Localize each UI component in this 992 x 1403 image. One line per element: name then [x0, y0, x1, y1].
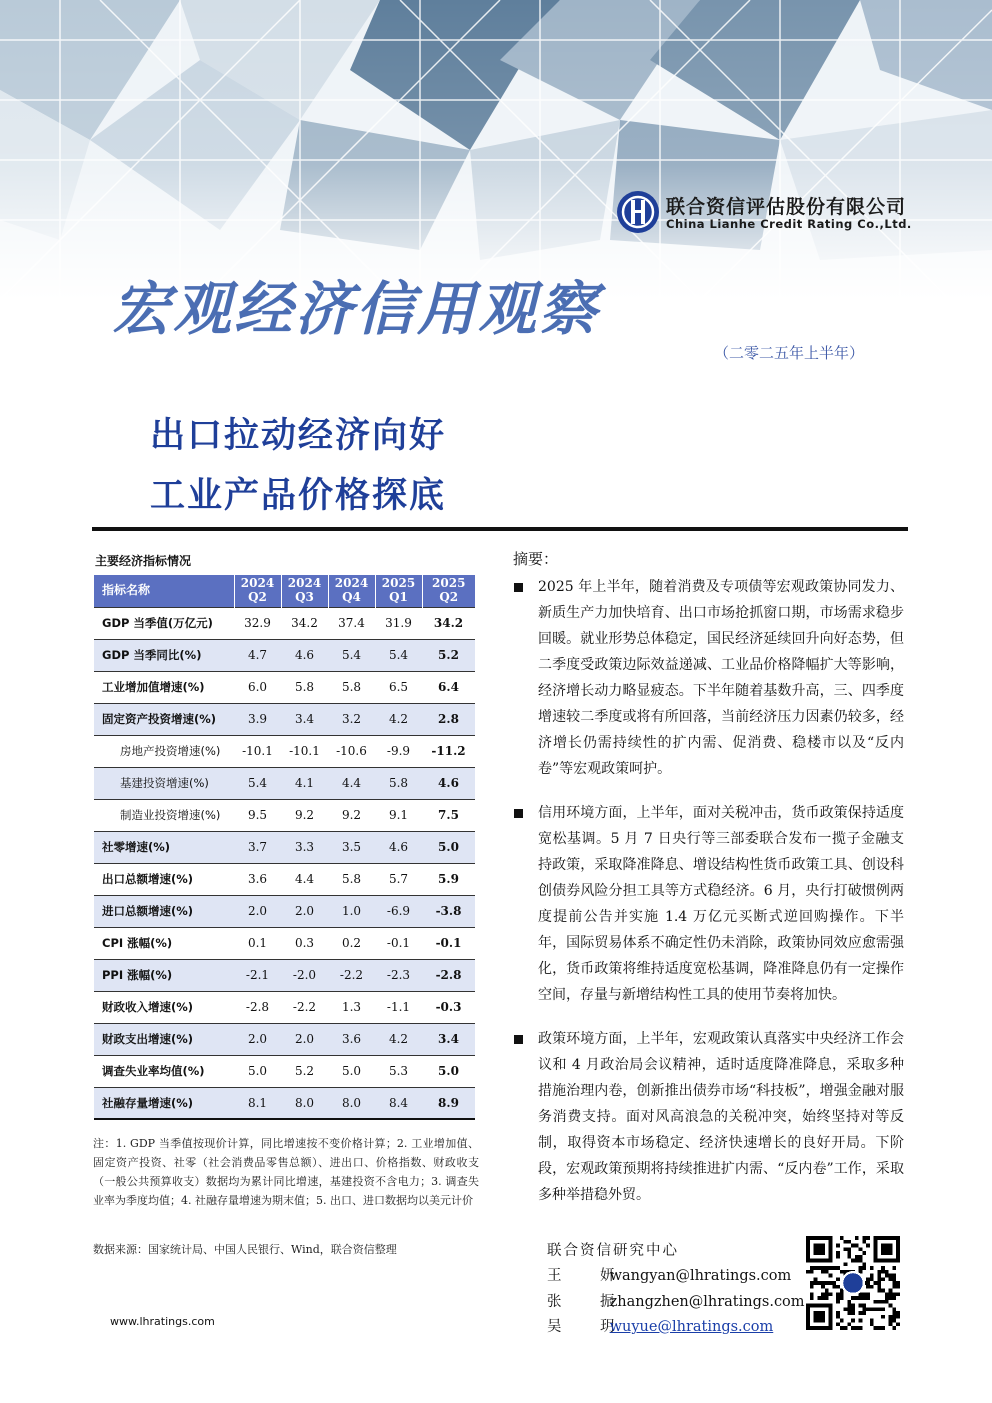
table-body [94, 607, 475, 1119]
summary-text: 2025 年上半年，随着消费及专项债等宏观政策协同发力、新质生产力加快培育、出口市场抢抓窗口期，市场需求稳步回暖。就业形势总体稳定，国民经济延续回升向好态势，但二季度受政策边际效益递减、工业品价格降幅扩大等影响，经济增长动力略显疲态。下半年随着基数升高，三、四季度增速较二季度或将有所回落，当前经济压力因素仍较多，经济增长仍需持续性的扩内需、促消费、稳楼市以及“反内卷”等宏观政策呵护。 [538, 579, 904, 777]
indicator-value: 4.1 [281, 767, 328, 799]
square-bullet-icon [514, 583, 523, 592]
indicator-value: 4.2 [375, 1023, 422, 1055]
company-name-en: China Lianhe Credit Rating Co.,Ltd. [666, 217, 912, 231]
indicator-value: 5.8 [328, 863, 375, 895]
header-banner [0, 0, 992, 300]
indicator-value: -10.6 [328, 735, 375, 767]
header-year: 2024 [334, 575, 369, 590]
indicator-name: 固定资产投资增速(%) [94, 703, 234, 735]
indicator-value: -0.1 [375, 927, 422, 959]
contact-name: 吴 玥 [547, 1319, 627, 1335]
header-col-1 [234, 575, 281, 607]
header-quarter: Q4 [342, 589, 361, 604]
indicator-value: 9.5 [234, 799, 281, 831]
summary-text: 信用环境方面，上半年，面对关税冲击，货币政策保持适度宽松基调。5 月 7 日央行等三部委联合发布一揽子金融支持政策，采取降准降息、增设结构性货币政策工具、创设科创债券风险分担工具等方式稳经济。6 月，央行打破惯例两度提前公告并实施 1.4 万亿元买断式逆回购操作。下半年，国际贸易体系不确定性仍未消除，政策协同效应愈需强化，货币政策将维持适度宽松基调，降准降息仍有一定操作空间，存量与新增结构性工具的使用节奏将加快。 [538, 805, 904, 1003]
indicator-name: PPI 涨幅(%) [94, 959, 234, 991]
contact-email[interactable]: wangyan@lhratings.com [609, 1268, 792, 1284]
indicator-value: 4.7 [234, 639, 281, 671]
company-logo [616, 190, 916, 236]
table-row [94, 1023, 475, 1055]
table-row [94, 895, 475, 927]
summary-item [512, 1026, 904, 1208]
indicator-value: 5.0 [422, 1055, 475, 1087]
indicator-value: 8.4 [375, 1087, 422, 1119]
indicator-value: -3.8 [422, 895, 475, 927]
header-quarter: Q3 [295, 589, 314, 604]
table-row [94, 927, 475, 959]
indicator-value: 4.2 [375, 703, 422, 735]
indicator-value: -2.0 [281, 959, 328, 991]
square-bullet-icon [514, 809, 523, 818]
summary-list [512, 574, 904, 1208]
indicator-value: 5.0 [234, 1055, 281, 1087]
website-link[interactable]: www.lhratings.com [110, 1315, 215, 1328]
table-row [94, 671, 475, 703]
indicator-value: 3.9 [234, 703, 281, 735]
table-row [94, 607, 475, 639]
indicator-name: 工业增加值增速(%) [94, 671, 234, 703]
indicator-value: 5.7 [375, 863, 422, 895]
indicator-value: 9.2 [328, 799, 375, 831]
header-year: 2024 [287, 575, 322, 590]
indicator-value: 5.9 [422, 863, 475, 895]
indicator-value: -2.3 [375, 959, 422, 991]
table-row [94, 1055, 475, 1087]
header-col-4 [375, 575, 422, 607]
header-quarter: Q1 [389, 589, 408, 604]
lianhe-logo-icon [616, 190, 660, 234]
header-year: 2025 [432, 575, 466, 590]
headline-2: 工业产品价格探底 [150, 475, 447, 516]
indicator-value: -0.3 [422, 991, 475, 1023]
indicator-name: 进口总额增速(%) [94, 895, 234, 927]
header-col-5 [422, 575, 475, 607]
contact-email-link[interactable]: wuyue@lhratings.com [609, 1319, 774, 1335]
indicator-value: 2.0 [281, 1023, 328, 1055]
table-header-row [94, 575, 475, 607]
indicator-value: 3.4 [422, 1023, 475, 1055]
header-col-2 [281, 575, 328, 607]
contact-name: 王 妍 [547, 1268, 627, 1284]
indicator-name: 调查失业率均值(%) [94, 1055, 234, 1087]
data-source: 数据来源：国家统计局、中国人民银行、Wind，联合资信整理 [93, 1243, 397, 1256]
indicator-value: 2.8 [422, 703, 475, 735]
indicator-value: 37.4 [328, 607, 375, 639]
indicator-value: 3.6 [234, 863, 281, 895]
indicator-value: 1.3 [328, 991, 375, 1023]
table-row [94, 639, 475, 671]
table-row [94, 991, 475, 1023]
indicator-value: 32.9 [234, 607, 281, 639]
indicator-value: 4.4 [281, 863, 328, 895]
indicator-value: 9.1 [375, 799, 422, 831]
header-year: 2024 [240, 575, 275, 590]
summary-item [512, 574, 904, 782]
indicator-value: 0.2 [328, 927, 375, 959]
indicator-value: 8.9 [422, 1087, 475, 1119]
indicator-value: 6.5 [375, 671, 422, 703]
indicator-value: 8.1 [234, 1087, 281, 1119]
indicator-name: 基建投资增速(%) [94, 767, 234, 799]
indicator-value: 5.8 [375, 767, 422, 799]
indicator-value: 5.4 [328, 639, 375, 671]
header-quarter: Q2 [439, 589, 459, 604]
indicator-name: 财政支出增速(%) [94, 1023, 234, 1055]
indicator-value: 5.2 [281, 1055, 328, 1087]
qr-code-icon [806, 1236, 900, 1330]
header-year: 2025 [381, 575, 416, 590]
table-row [94, 703, 475, 735]
indicator-value: 5.4 [375, 639, 422, 671]
indicator-name: 社融存量增速(%) [94, 1087, 234, 1119]
indicator-value: 2.0 [234, 895, 281, 927]
report-title: 宏观经济信用观察 [112, 275, 601, 343]
indicator-value: 2.0 [234, 1023, 281, 1055]
contact-row [547, 1290, 805, 1311]
indicator-value: 3.4 [281, 703, 328, 735]
contact-email[interactable]: zhangzhen@lhratings.com [609, 1294, 805, 1310]
indicator-value: -10.1 [281, 735, 328, 767]
table-note: 注：1. GDP 当季值按现价计算，同比增速按不变价格计算；2. 工业增加值、固定资产投资、社零（社会消费品零售总额）、进出口、价格指数、财政收支（一般公共预算收支）数据均为累计同比增速，基建投资不含电力；3. 调查失业率为季度均值；4. 社融存量增速为期末值；5. 出口、进口数据均以美元计价 [93, 1137, 479, 1207]
indicator-name: 制造业投资增速(%) [94, 799, 234, 831]
indicator-value: 1.0 [328, 895, 375, 927]
company-name-cn: 联合资信评估股份有限公司 [666, 196, 907, 218]
indicator-name: CPI 涨幅(%) [94, 927, 234, 959]
indicator-value: 3.6 [328, 1023, 375, 1055]
indicator-value: 4.4 [328, 767, 375, 799]
indicator-value: 4.6 [422, 767, 475, 799]
indicator-value: -2.8 [234, 991, 281, 1023]
table-row [94, 831, 475, 863]
indicator-value: 4.6 [281, 639, 328, 671]
indicator-value: 5.8 [281, 671, 328, 703]
indicator-value: -10.1 [234, 735, 281, 767]
indicator-value: -2.8 [422, 959, 475, 991]
research-center-name: 联合资信研究中心 [547, 1243, 679, 1259]
header-indicator-name: 指标名称 [94, 575, 234, 607]
indicator-value: 31.9 [375, 607, 422, 639]
table-row [94, 799, 475, 831]
indicator-value: 3.5 [328, 831, 375, 863]
indicator-value: 0.1 [234, 927, 281, 959]
indicator-value: 6.0 [234, 671, 281, 703]
table-row [94, 959, 475, 991]
header-col-3 [328, 575, 375, 607]
indicator-value: 6.4 [422, 671, 475, 703]
indicator-name: 财政收入增速(%) [94, 991, 234, 1023]
summary-title: 摘要： [513, 550, 559, 568]
indicator-value: 5.3 [375, 1055, 422, 1087]
indicator-name: 出口总额增速(%) [94, 863, 234, 895]
table-row [94, 735, 475, 767]
indicator-value: 5.8 [328, 671, 375, 703]
indicator-value: 2.0 [281, 895, 328, 927]
economic-indicators-table [94, 575, 475, 1120]
indicator-value: 3.7 [234, 831, 281, 863]
table-row [94, 767, 475, 799]
indicator-value: 3.2 [328, 703, 375, 735]
indicator-value: -6.9 [375, 895, 422, 927]
indicator-value: -11.2 [422, 735, 475, 767]
headline-1: 出口拉动经济向好 [150, 415, 447, 456]
indicator-value: 34.2 [281, 607, 328, 639]
indicator-name: GDP 当季值(万亿元) [94, 607, 234, 639]
contact-name: 张 振 [547, 1294, 627, 1310]
report-period: （二零二五年上半年） [714, 344, 865, 362]
indicator-value: -1.1 [375, 991, 422, 1023]
contact-row [547, 1264, 791, 1285]
qr-code [806, 1236, 900, 1330]
summary-text: 政策环境方面，上半年，宏观政策认真落实中央经济工作会议和 4 月政治局会议精神，适时适度降准降息，采取多种措施治理内卷，创新推出债券市场“科技板”，增强金融对服务消费支持。面对风高浪急的关税冲突，始终坚持对等反制，取得资本市场稳定、经济快速增长的良好开局。下阶段，宏观政策预期将持续推进扩内需、“反内卷”工作，采取多种举措稳外贸。 [538, 1031, 904, 1203]
indicator-value: -2.2 [281, 991, 328, 1023]
indicator-value: 3.3 [281, 831, 328, 863]
indicator-value: 9.2 [281, 799, 328, 831]
indicator-value: 34.2 [422, 607, 475, 639]
indicator-value: 5.2 [422, 639, 475, 671]
indicator-value: 5.0 [422, 831, 475, 863]
indicator-name: 社零增速(%) [94, 831, 234, 863]
indicator-value: 7.5 [422, 799, 475, 831]
indicator-value: 4.6 [375, 831, 422, 863]
table-row [94, 863, 475, 895]
indicator-value: -2.1 [234, 959, 281, 991]
square-bullet-icon [514, 1035, 523, 1044]
indicator-value: 8.0 [328, 1087, 375, 1119]
header-quarter: Q2 [248, 589, 267, 604]
table-caption: 主要经济指标情况 [95, 554, 192, 568]
indicator-value: -0.1 [422, 927, 475, 959]
summary-item [512, 800, 904, 1008]
title-divider [92, 527, 908, 531]
indicator-value: 0.3 [281, 927, 328, 959]
indicator-value: 8.0 [281, 1087, 328, 1119]
table-row [94, 1087, 475, 1119]
contact-row [547, 1315, 773, 1336]
indicator-name: GDP 当季同比(%) [94, 639, 234, 671]
indicator-value: 5.0 [328, 1055, 375, 1087]
indicator-value: 5.4 [234, 767, 281, 799]
banner-pattern [0, 0, 992, 300]
indicator-value: -9.9 [375, 735, 422, 767]
indicator-name: 房地产投资增速(%) [94, 735, 234, 767]
indicator-value: -2.2 [328, 959, 375, 991]
